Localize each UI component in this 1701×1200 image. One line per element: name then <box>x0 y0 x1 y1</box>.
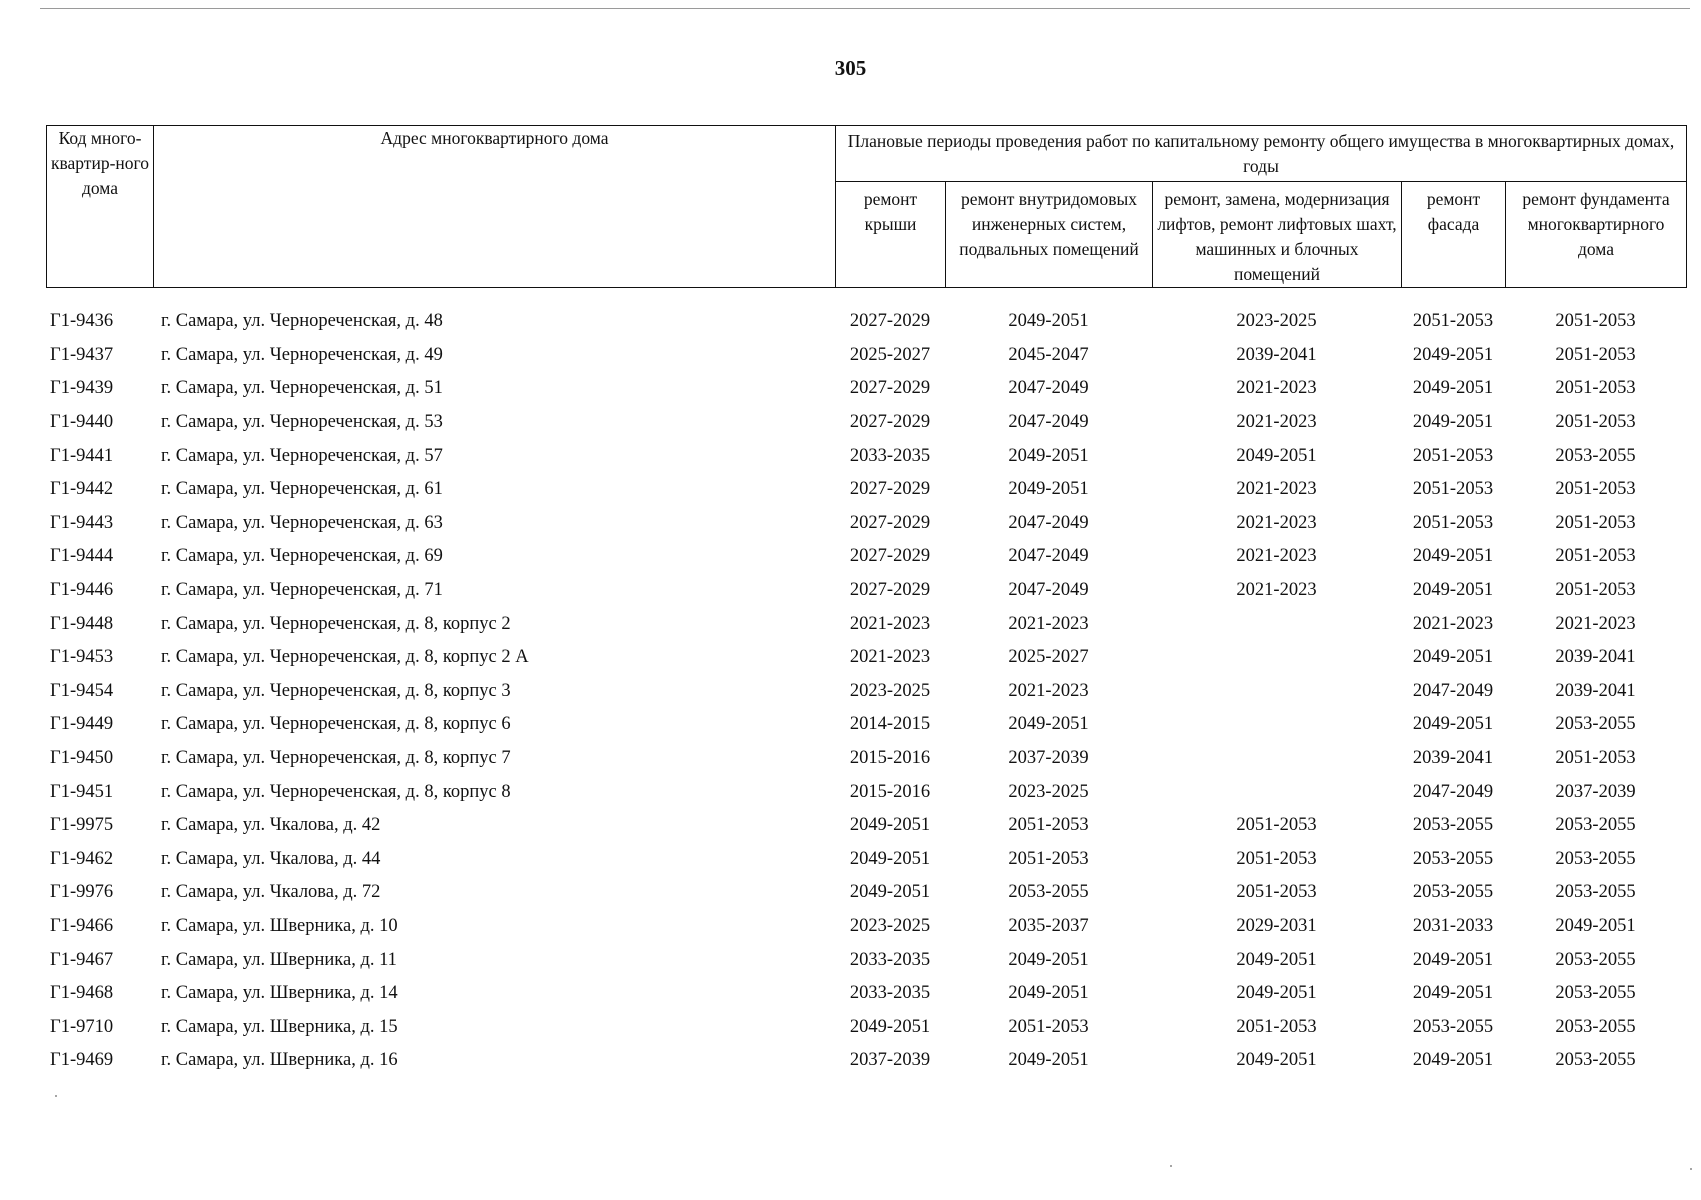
elevators-period-cell: 2021-2023 <box>1236 512 1317 533</box>
facade-period-cell: 2049-2051 <box>1412 580 1494 601</box>
facade-period-cell: 2051-2053 <box>1412 479 1494 500</box>
address-cell: г. Самара, ул. Чкалова, д. 72 <box>161 882 381 903</box>
roof-period-cell: 2027-2029 <box>849 546 931 567</box>
house-code-cell: Г1-9710 <box>50 1016 114 1037</box>
foundation-period-cell: 2039-2041 <box>1555 647 1636 668</box>
facade-period-cell: 2053-2055 <box>1412 815 1494 836</box>
address-cell: г. Самара, ул. Чернореченская, д. 8, корпус 6 <box>161 714 511 735</box>
table-row <box>46 809 1686 843</box>
elevators-period-cell <box>1152 775 1401 809</box>
header-foundation: ремонт фундамента многоквартирного дома <box>1506 182 1687 288</box>
table-row <box>46 406 1686 440</box>
elevators-period-cell <box>1152 742 1401 776</box>
scan-speck <box>1170 1165 1172 1167</box>
foundation-period-cell: 2051-2053 <box>1555 311 1636 332</box>
engineering-period-cell: 2023-2025 <box>1008 781 1089 802</box>
roof-period-cell: 2033-2035 <box>849 983 931 1004</box>
facade-period-cell: 2053-2055 <box>1412 848 1494 869</box>
foundation-period-cell: 2053-2055 <box>1555 848 1636 869</box>
elevators-period-cell: 2039-2041 <box>1236 344 1317 365</box>
elevators-period-cell: 2049-2051 <box>1236 949 1317 970</box>
scan-speck <box>55 1095 57 1097</box>
table-row <box>46 641 1686 675</box>
top-rule <box>40 8 1690 9</box>
elevators-period-cell: 2021-2023 <box>1236 546 1317 567</box>
address-cell: г. Самара, ул. Чкалова, д. 44 <box>161 848 381 869</box>
scan-speck <box>1690 1168 1692 1170</box>
engineering-period-cell: 2047-2049 <box>1008 580 1089 601</box>
header-elevators: ремонт, замена, модернизация лифтов, ремонт лифтовых шахт, машинных и блочных помещений <box>1153 182 1402 288</box>
foundation-period-cell: 2051-2053 <box>1555 748 1636 769</box>
table-row <box>46 339 1686 373</box>
roof-period-cell: 2027-2029 <box>849 378 931 399</box>
table-row <box>46 708 1686 742</box>
table-body <box>46 305 1686 1078</box>
table-row <box>46 977 1686 1011</box>
facade-period-cell: 2049-2051 <box>1412 1050 1494 1071</box>
engineering-period-cell: 2051-2053 <box>1008 1016 1089 1037</box>
address-cell: г. Самара, ул. Чернореченская, д. 51 <box>161 378 443 399</box>
roof-period-cell: 2015-2016 <box>849 781 931 802</box>
address-cell: г. Самара, ул. Чернореченская, д. 8, корпус 8 <box>161 781 511 802</box>
house-code-cell: Г1-9440 <box>50 412 114 433</box>
engineering-period-cell: 2047-2049 <box>1008 412 1089 433</box>
address-cell: г. Самара, ул. Шверника, д. 11 <box>161 949 397 970</box>
house-code-cell: Г1-9448 <box>50 613 114 634</box>
address-cell: г. Самара, ул. Чернореченская, д. 8, корпус 7 <box>161 748 511 769</box>
engineering-period-cell: 2035-2037 <box>1008 915 1089 936</box>
roof-period-cell: 2033-2035 <box>849 949 931 970</box>
engineering-period-cell: 2025-2027 <box>1008 647 1089 668</box>
engineering-period-cell: 2047-2049 <box>1008 378 1089 399</box>
foundation-period-cell: 2051-2053 <box>1555 580 1636 601</box>
address-cell: г. Самара, ул. Чернореченская, д. 8, корпус 2 <box>161 613 511 634</box>
engineering-period-cell: 2045-2047 <box>1008 344 1089 365</box>
elevators-period-cell: 2021-2023 <box>1236 479 1317 500</box>
facade-period-cell: 2051-2053 <box>1412 311 1494 332</box>
table-row <box>46 607 1686 641</box>
table-row <box>46 439 1686 473</box>
house-code-cell: Г1-9453 <box>50 647 114 668</box>
engineering-period-cell: 2049-2051 <box>1008 714 1089 735</box>
engineering-period-cell: 2021-2023 <box>1008 680 1089 701</box>
engineering-period-cell: 2047-2049 <box>1008 546 1089 567</box>
elevators-period-cell: 2049-2051 <box>1236 983 1317 1004</box>
address-cell: г. Самара, ул. Чернореченская, д. 8, корпус 3 <box>161 680 511 701</box>
facade-period-cell: 2051-2053 <box>1412 445 1494 466</box>
facade-period-cell: 2051-2053 <box>1412 512 1494 533</box>
house-code-cell: Г1-9443 <box>50 512 114 533</box>
foundation-period-cell: 2049-2051 <box>1555 915 1636 936</box>
elevators-period-cell: 2051-2053 <box>1236 848 1317 869</box>
engineering-period-cell: 2051-2053 <box>1008 815 1089 836</box>
header-address: Адрес многоквартирного дома <box>154 126 836 288</box>
table-row <box>46 1044 1686 1078</box>
engineering-period-cell: 2049-2051 <box>1008 479 1089 500</box>
table-header <box>46 125 1687 288</box>
elevators-period-cell: 2051-2053 <box>1236 1016 1317 1037</box>
house-code-cell: Г1-9975 <box>50 815 114 836</box>
table-row <box>46 305 1686 339</box>
elevators-period-cell: 2021-2023 <box>1236 378 1317 399</box>
address-cell: г. Самара, ул. Шверника, д. 16 <box>161 1050 398 1071</box>
address-cell: г. Самара, ул. Чернореченская, д. 71 <box>161 580 443 601</box>
facade-period-cell: 2049-2051 <box>1412 647 1494 668</box>
house-code-cell: Г1-9454 <box>50 680 114 701</box>
foundation-period-cell: 2053-2055 <box>1555 1050 1636 1071</box>
engineering-period-cell: 2049-2051 <box>1008 311 1089 332</box>
roof-period-cell: 2033-2035 <box>849 445 931 466</box>
house-code-cell: Г1-9442 <box>50 479 114 500</box>
house-code-cell: Г1-9462 <box>50 848 114 869</box>
elevators-period-cell <box>1152 675 1401 709</box>
house-code-cell: Г1-9439 <box>50 378 114 399</box>
table-row <box>46 540 1686 574</box>
foundation-period-cell: 2051-2053 <box>1555 512 1636 533</box>
elevators-period-cell: 2049-2051 <box>1236 1050 1317 1071</box>
address-cell: г. Самара, ул. Шверника, д. 14 <box>161 983 398 1004</box>
foundation-period-cell: 2053-2055 <box>1555 815 1636 836</box>
roof-period-cell: 2027-2029 <box>849 412 931 433</box>
facade-period-cell: 2049-2051 <box>1412 344 1494 365</box>
house-code-cell: Г1-9466 <box>50 915 114 936</box>
house-code-cell: Г1-9446 <box>50 580 114 601</box>
roof-period-cell: 2025-2027 <box>849 344 931 365</box>
facade-period-cell: 2047-2049 <box>1412 781 1494 802</box>
table-row <box>46 372 1686 406</box>
facade-period-cell: 2039-2041 <box>1412 748 1494 769</box>
table-row <box>46 775 1686 809</box>
facade-period-cell: 2049-2051 <box>1412 412 1494 433</box>
foundation-period-cell: 2053-2055 <box>1555 714 1636 735</box>
table-row <box>46 876 1686 910</box>
elevators-period-cell <box>1152 607 1401 641</box>
foundation-period-cell: 2051-2053 <box>1555 378 1636 399</box>
roof-period-cell: 2027-2029 <box>849 512 931 533</box>
house-code-cell: Г1-9451 <box>50 781 114 802</box>
roof-period-cell: 2021-2023 <box>849 613 931 634</box>
table-row <box>46 843 1686 877</box>
facade-period-cell: 2049-2051 <box>1412 983 1494 1004</box>
table-row <box>46 742 1686 776</box>
foundation-period-cell: 2051-2053 <box>1555 479 1636 500</box>
facade-period-cell: 2047-2049 <box>1412 680 1494 701</box>
foundation-period-cell: 2051-2053 <box>1555 546 1636 567</box>
roof-period-cell: 2014-2015 <box>849 714 931 735</box>
address-cell: г. Самара, ул. Чернореченская, д. 48 <box>161 311 443 332</box>
elevators-period-cell: 2051-2053 <box>1236 815 1317 836</box>
roof-period-cell: 2021-2023 <box>849 647 931 668</box>
elevators-period-cell: 2029-2031 <box>1236 915 1317 936</box>
address-cell: г. Самара, ул. Чернореченская, д. 8, корпус 2 А <box>161 647 529 668</box>
roof-period-cell: 2049-2051 <box>849 848 931 869</box>
table-row <box>46 943 1686 977</box>
facade-period-cell: 2049-2051 <box>1412 546 1494 567</box>
foundation-period-cell: 2039-2041 <box>1555 680 1636 701</box>
roof-period-cell: 2027-2029 <box>849 311 931 332</box>
roof-period-cell: 2023-2025 <box>849 915 931 936</box>
elevators-period-cell: 2023-2025 <box>1236 311 1317 332</box>
address-cell: г. Самара, ул. Чернореченская, д. 49 <box>161 344 443 365</box>
header-group-title: Плановые периоды проведения работ по капитальному ремонту общего имущества в многоквартирных домах, годы <box>836 126 1687 182</box>
address-cell: г. Самара, ул. Чернореченская, д. 63 <box>161 512 443 533</box>
roof-period-cell: 2037-2039 <box>849 1050 931 1071</box>
roof-period-cell: 2023-2025 <box>849 680 931 701</box>
elevators-period-cell <box>1152 641 1401 675</box>
engineering-period-cell: 2053-2055 <box>1008 882 1089 903</box>
house-code-cell: Г1-9444 <box>50 546 114 567</box>
header-code: Код много-квартир-ного дома <box>47 126 154 288</box>
house-code-cell: Г1-9449 <box>50 714 114 735</box>
engineering-period-cell: 2021-2023 <box>1008 613 1089 634</box>
foundation-period-cell: 2053-2055 <box>1555 882 1636 903</box>
table-row <box>46 473 1686 507</box>
elevators-period-cell: 2049-2051 <box>1236 445 1317 466</box>
facade-period-cell: 2031-2033 <box>1412 915 1494 936</box>
address-cell: г. Самара, ул. Чкалова, д. 42 <box>161 815 381 836</box>
roof-period-cell: 2049-2051 <box>849 1016 931 1037</box>
house-code-cell: Г1-9441 <box>50 445 114 466</box>
address-cell: г. Самара, ул. Чернореченская, д. 69 <box>161 546 443 567</box>
house-code-cell: Г1-9468 <box>50 983 114 1004</box>
house-code-cell: Г1-9469 <box>50 1050 114 1071</box>
facade-period-cell: 2053-2055 <box>1412 1016 1494 1037</box>
engineering-period-cell: 2049-2051 <box>1008 1050 1089 1071</box>
facade-period-cell: 2053-2055 <box>1412 882 1494 903</box>
foundation-period-cell: 2053-2055 <box>1555 949 1636 970</box>
table-row <box>46 675 1686 709</box>
address-cell: г. Самара, ул. Чернореченская, д. 57 <box>161 445 443 466</box>
table-rows <box>46 305 1686 1078</box>
facade-period-cell: 2049-2051 <box>1412 378 1494 399</box>
roof-period-cell: 2027-2029 <box>849 479 931 500</box>
house-code-cell: Г1-9437 <box>50 344 114 365</box>
elevators-period-cell: 2021-2023 <box>1236 412 1317 433</box>
foundation-period-cell: 2053-2055 <box>1555 983 1636 1004</box>
elevators-period-cell: 2021-2023 <box>1236 580 1317 601</box>
header-facade: ремонт фасада <box>1402 182 1506 288</box>
foundation-period-cell: 2053-2055 <box>1555 445 1636 466</box>
roof-period-cell: 2049-2051 <box>849 815 931 836</box>
engineering-period-cell: 2049-2051 <box>1008 983 1089 1004</box>
elevators-period-cell: 2051-2053 <box>1236 882 1317 903</box>
engineering-period-cell: 2037-2039 <box>1008 748 1089 769</box>
roof-period-cell: 2015-2016 <box>849 748 931 769</box>
house-code-cell: Г1-9450 <box>50 748 114 769</box>
house-code-cell: Г1-9467 <box>50 949 114 970</box>
table-row <box>46 910 1686 944</box>
page-number: 305 <box>834 56 867 80</box>
table-row <box>46 574 1686 608</box>
foundation-period-cell: 2051-2053 <box>1555 412 1636 433</box>
facade-period-cell: 2049-2051 <box>1412 714 1494 735</box>
roof-period-cell: 2049-2051 <box>849 882 931 903</box>
address-cell: г. Самара, ул. Чернореченская, д. 61 <box>161 479 443 500</box>
address-cell: г. Самара, ул. Чернореченская, д. 53 <box>161 412 443 433</box>
address-cell: г. Самара, ул. Шверника, д. 10 <box>161 915 398 936</box>
address-cell: г. Самара, ул. Шверника, д. 15 <box>161 1016 398 1037</box>
foundation-period-cell: 2037-2039 <box>1555 781 1636 802</box>
house-code-cell: Г1-9436 <box>50 311 114 332</box>
header-engineering: ремонт внутридомовых инженерных систем, подвальных помещений <box>946 182 1153 288</box>
facade-period-cell: 2049-2051 <box>1412 949 1494 970</box>
roof-period-cell: 2027-2029 <box>849 580 931 601</box>
engineering-period-cell: 2049-2051 <box>1008 445 1089 466</box>
engineering-period-cell: 2051-2053 <box>1008 848 1089 869</box>
table-row <box>46 1010 1686 1044</box>
header-roof: ремонт крыши <box>836 182 946 288</box>
facade-period-cell: 2021-2023 <box>1412 613 1494 634</box>
engineering-period-cell: 2047-2049 <box>1008 512 1089 533</box>
elevators-period-cell <box>1152 708 1401 742</box>
foundation-period-cell: 2053-2055 <box>1555 1016 1636 1037</box>
engineering-period-cell: 2049-2051 <box>1008 949 1089 970</box>
foundation-period-cell: 2051-2053 <box>1555 344 1636 365</box>
table-row <box>46 507 1686 541</box>
foundation-period-cell: 2021-2023 <box>1555 613 1636 634</box>
house-code-cell: Г1-9976 <box>50 882 114 903</box>
